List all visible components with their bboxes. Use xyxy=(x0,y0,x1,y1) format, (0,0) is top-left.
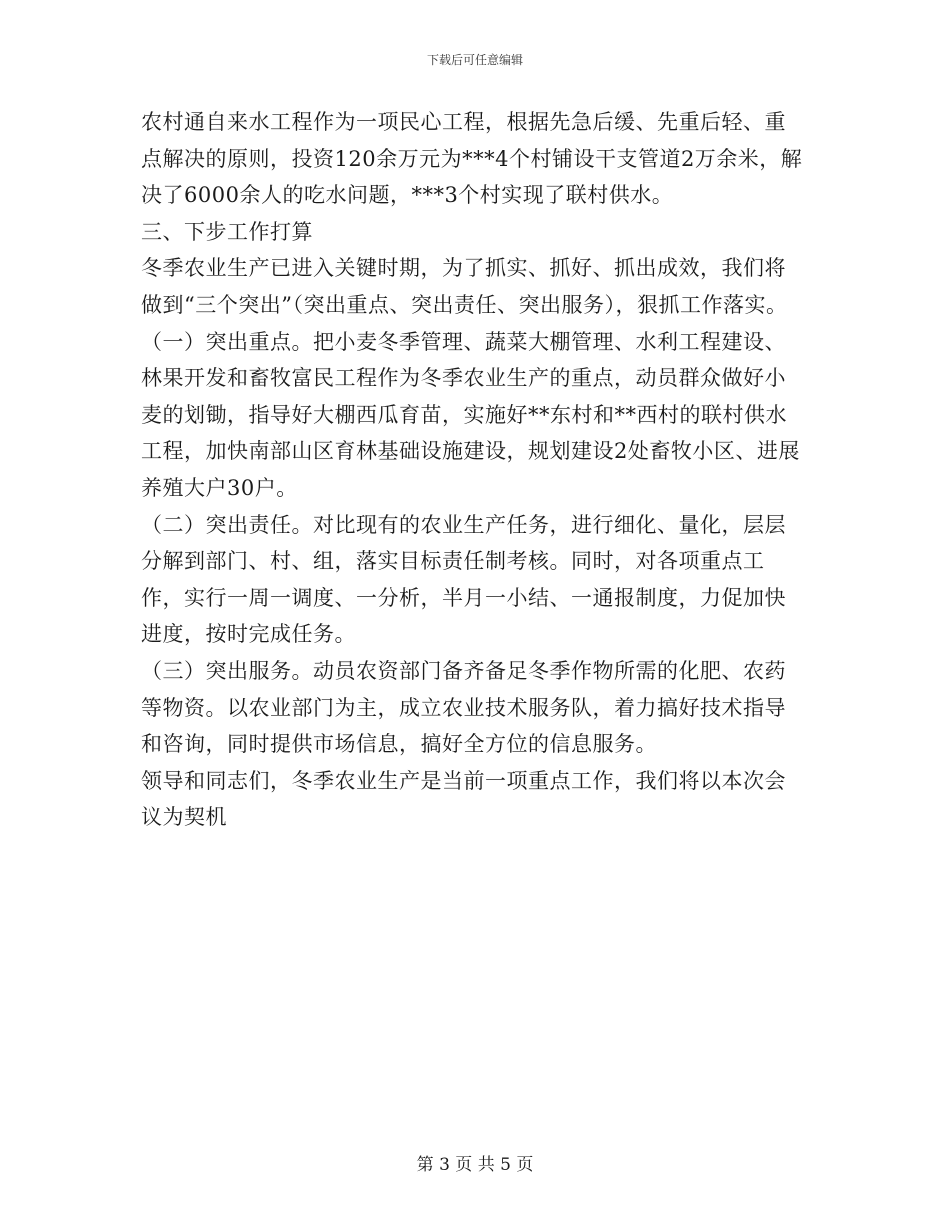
body-paragraph: 冬季农业生产已进入关键时期，为了抓实、抓好、抓出成效，我们将做到“三个突出”（突出重点、突出责任、突出服务），狠抓工作落实。 xyxy=(141,256,788,317)
section-heading: 三、下步工作打算 xyxy=(141,219,313,244)
page-number: 第 3 页 共 5 页 xyxy=(416,1155,534,1175)
body-paragraph: 领导和同志们，冬季农业生产是当前一项重点工作，我们将以本次会议为契机 xyxy=(141,768,786,830)
document-body xyxy=(141,104,807,836)
body-paragraph: （一）突出重点。把小麦冬季管理、蔬菜大棚管理、水利工程建设、林果开发和畜牧富民工程作为冬季农业生产的重点，动员群众做好小麦的划锄，指导好大棚西瓜育苗，实施好**东村和**西村的联村供水工程，加快南部山区育林基础设施建设，规划建设2处畜牧小区、进展养殖大户30户。 xyxy=(141,329,800,500)
body-paragraph: （二）突出责任。对比现有的农业生产任务，进行细化、量化，层层分解到部门、村、组，落实目标责任制考核。同时，对各项重点工作，实行一周一调度、一分析，半月一小结、一通报制度，力促加快进度，按时完成任务。 xyxy=(141,512,786,647)
body-paragraph: （三）突出服务。动员农资部门备齐备足冬季作物所需的化肥、农药等物资。以农业部门为主，成立农业技术服务队，着力搞好技术指导和咨询，同时提供市场信息，搞好全方位的信息服务。 xyxy=(141,658,786,757)
page-header: 下载后可任意编辑 xyxy=(426,53,523,67)
body-paragraph: 农村通自来水工程作为一项民心工程，根据先急后缓、先重后轻、重点解决的原则，投资120余万元为***4个村铺设干支管道2万余米，解决了6000余人的吃水问题，***3个村实现了联村供水。 xyxy=(141,110,803,208)
